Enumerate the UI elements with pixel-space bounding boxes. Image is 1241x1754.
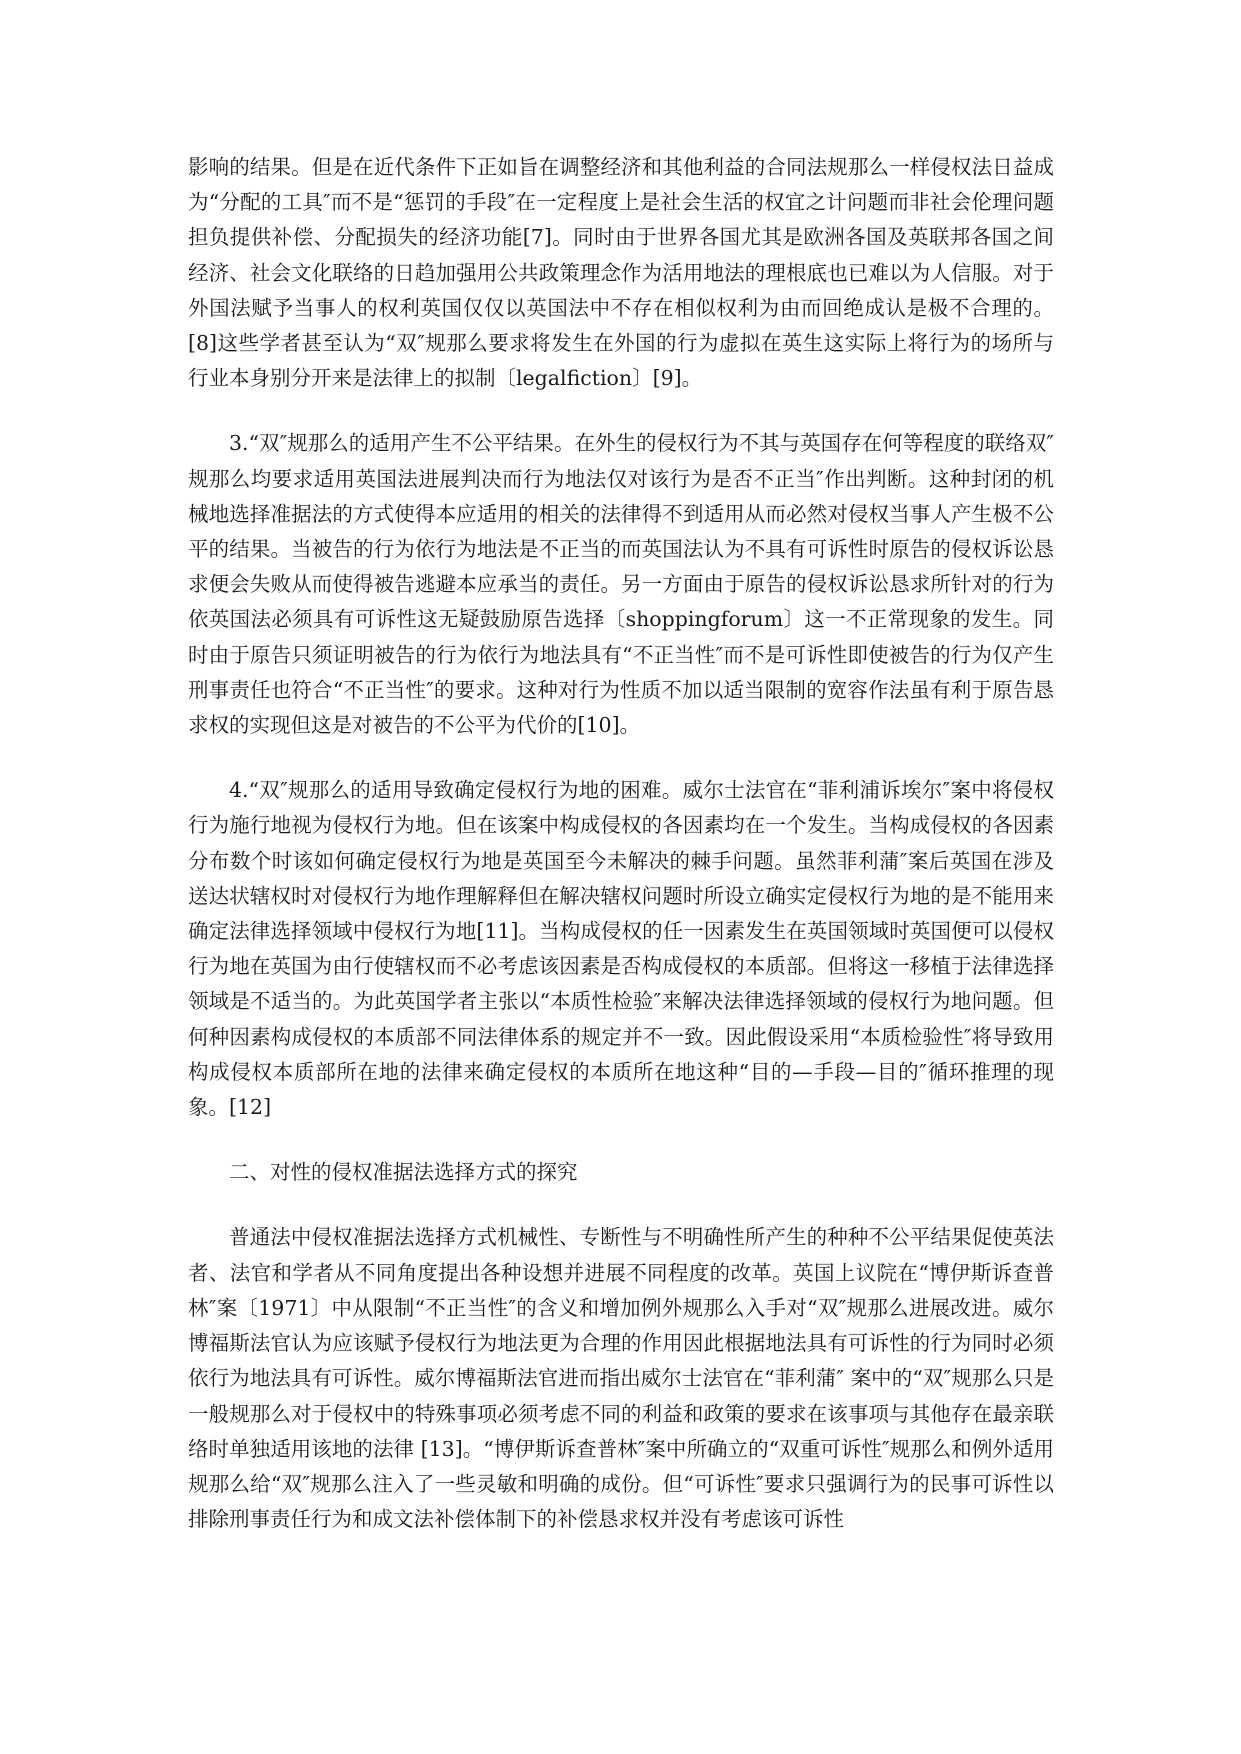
paragraph-2: 3.“双″规那么的适用产生不公平结果。在外生的侵权行为不其与英国存在何等程度的联络双″规那么均要求适用英国法进展判决而行为地法仅对该行为是否不正当″作出判断。这种封闭的机械地选择准据法的方式使得本应适用的相关的法律得不到适用从而必然对侵权当事人产生极不公平的结果。当被告的行为依行为地法是不正当的而英国法认为不具有可诉性时原告的侵权诉讼恳求便会失败从而使得被告逃避本应承当的责任。另一方面由于原告的侵权诉讼恳求所针对的行为依英国法必须具有可诉性这无疑鼓励原告选择〔shoppingforum〕这一不正常现象的发生。同时由于原告只须证明被告的行为依行为地法具有“不正当性″而不是可诉性即使被告的行为仅产生刑事责任也符合“不正当性″的要求。这种对行为性质不加以适当限制的宽容作法虽有利于原告恳求权的实现但这是对被告的不公平为代价的[10]。 [188,431,1054,738]
paragraph-4: 普通法中侵权准据法选择方式机械性、专断性与不明确性所产生的种种不公平结果促使英法者、法官和学者从不同角度提出各种设想并进展不同程度的改革。英国上议院在“博伊斯诉查普林″案〔1971〕中从限制“不正当性″的含义和增加例外规那么入手对“双″规那么进展改进。威尔博福斯法官认为应该赋予侵权行为地法更为合理的作用因此根据地法具有可诉性的行为同时必须依行为地法具有可诉性。威尔博福斯法官进而指出威尔士法官在“菲利蒲″ 案中的“双″规那么只是一般规那么对于侵权中的特殊事项必须考虑不同的利益和政策的要求在该事项与其他存在最亲联络时单独适用该地的法律 [13]。“博伊斯诉查普林″案中所确立的“双重可诉性″规那么和例外适用规那么给“双″规那么注入了一些灵敏和明确的成份。但“可诉性″要求只强调行为的民事可诉性以排除刑事责任行为和成文法补偿体制下的补偿恳求权并没有考虑该可诉性 [188,1225,1054,1532]
paragraph-3: 4.“双″规那么的适用导致确定侵权行为地的困难。威尔士法官在“菲利浦诉埃尔″案中将侵权行为施行地视为侵权行为地。但在该案中构成侵权的各因素均在一个发生。当构成侵权的各因素分布数个时该如何确定侵权行为地是英国至今未解决的棘手问题。虽然菲利蒲″案后英国在涉及送达状辖权时对侵权行为地作理解释但在解决辖权问题时所设立确实定侵权行为地的是不能用来确定法律选择领域中侵权行为地[11]。当构成侵权的任一因素发生在英国领域时英国便可以侵权行为地在英国为由行使辖权而不必考虑该因素是否构成侵权的本质部。但将这一移植于法律选择领域是不适当的。为此英国学者主张以“本质性检验″来解决法律选择领域的侵权行为地问题。但何种因素构成侵权的本质部不同法律体系的规定并不一致。因此假设采用“本质检验性″将导致用构成侵权本质部所在地的法律来确定侵权的本质所在地这种“目的—手段—目的″循环推理的现象。[12] [188,778,1054,1120]
paragraph-gap [188,1125,1054,1155]
paragraph-gap [188,396,1054,426]
paragraph-1: 影响的结果。但是在近代条件下正如旨在调整经济和其他利益的合同法规那么一样侵权法日益成为“分配的工具″而不是“惩罚的手段″在一定程度上是社会生活的权宜之计问题而非社会伦理问题担负提供补偿、分配损失的经济功能[7]。同时由于世界各国尤其是欧洲各国及英联邦各国之间经济、社会文化联络的日趋加强用公共政策理念作为活用地法的理根底也已难以为人信服。对于外国法赋予当事人的权利英国仅仅以英国法中不存在相似权利为由而回绝成认是极不合理的。[8]这些学者甚至认为“双″规那么要求将发生在外国的行为虚拟在英生这实际上将行为的场所与行业本身别分开来是法律上的拟制〔legalfiction〕[9]。 [188,155,1054,391]
paragraph-gap [188,743,1054,773]
section-heading: 二、对性的侵权准据法选择方式的探究 [229,1160,578,1185]
paragraph-gap [188,1190,1054,1220]
document-page [188,150,1054,1537]
